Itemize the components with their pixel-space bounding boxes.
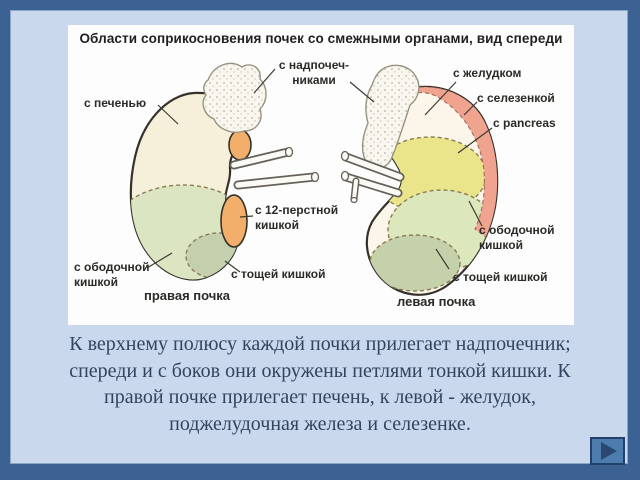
label-spleen: с селезенкой: [477, 91, 555, 105]
label-jejunum-right: с тощей кишкой: [453, 270, 548, 284]
label-jejunum-left: с тощей кишкой: [231, 267, 326, 281]
play-arrow-icon: [601, 442, 617, 460]
label-colon-right: с ободочной кишкой: [479, 223, 555, 252]
label-duodenum: с 12-перстной кишкой: [255, 203, 339, 232]
slide-body-text: К верхнему полюсу каждой почки прилегает надпочечник; спереди и с боков они окружены петлями тонкой кишки. К правой почке прилегает печень, к левой - желудок, поджелудочная железа и селезенке.: [69, 333, 571, 435]
label-pancreas: с pancreas: [493, 116, 556, 130]
next-button[interactable]: [590, 437, 625, 465]
caption-left-kidney: левая почка: [397, 294, 476, 309]
illustration-panel: [68, 25, 574, 325]
slide-title: Области соприкосновения почек со смежными органами, вид спереди: [79, 31, 563, 46]
label-liver: с печенью: [84, 96, 147, 110]
label-colon-left: с ободочной кишкой: [74, 260, 150, 289]
caption-right-kidney: правая почка: [144, 288, 231, 303]
label-adrenals: с надпочеч- никами: [278, 58, 350, 87]
label-stomach: с желудком: [453, 66, 522, 80]
